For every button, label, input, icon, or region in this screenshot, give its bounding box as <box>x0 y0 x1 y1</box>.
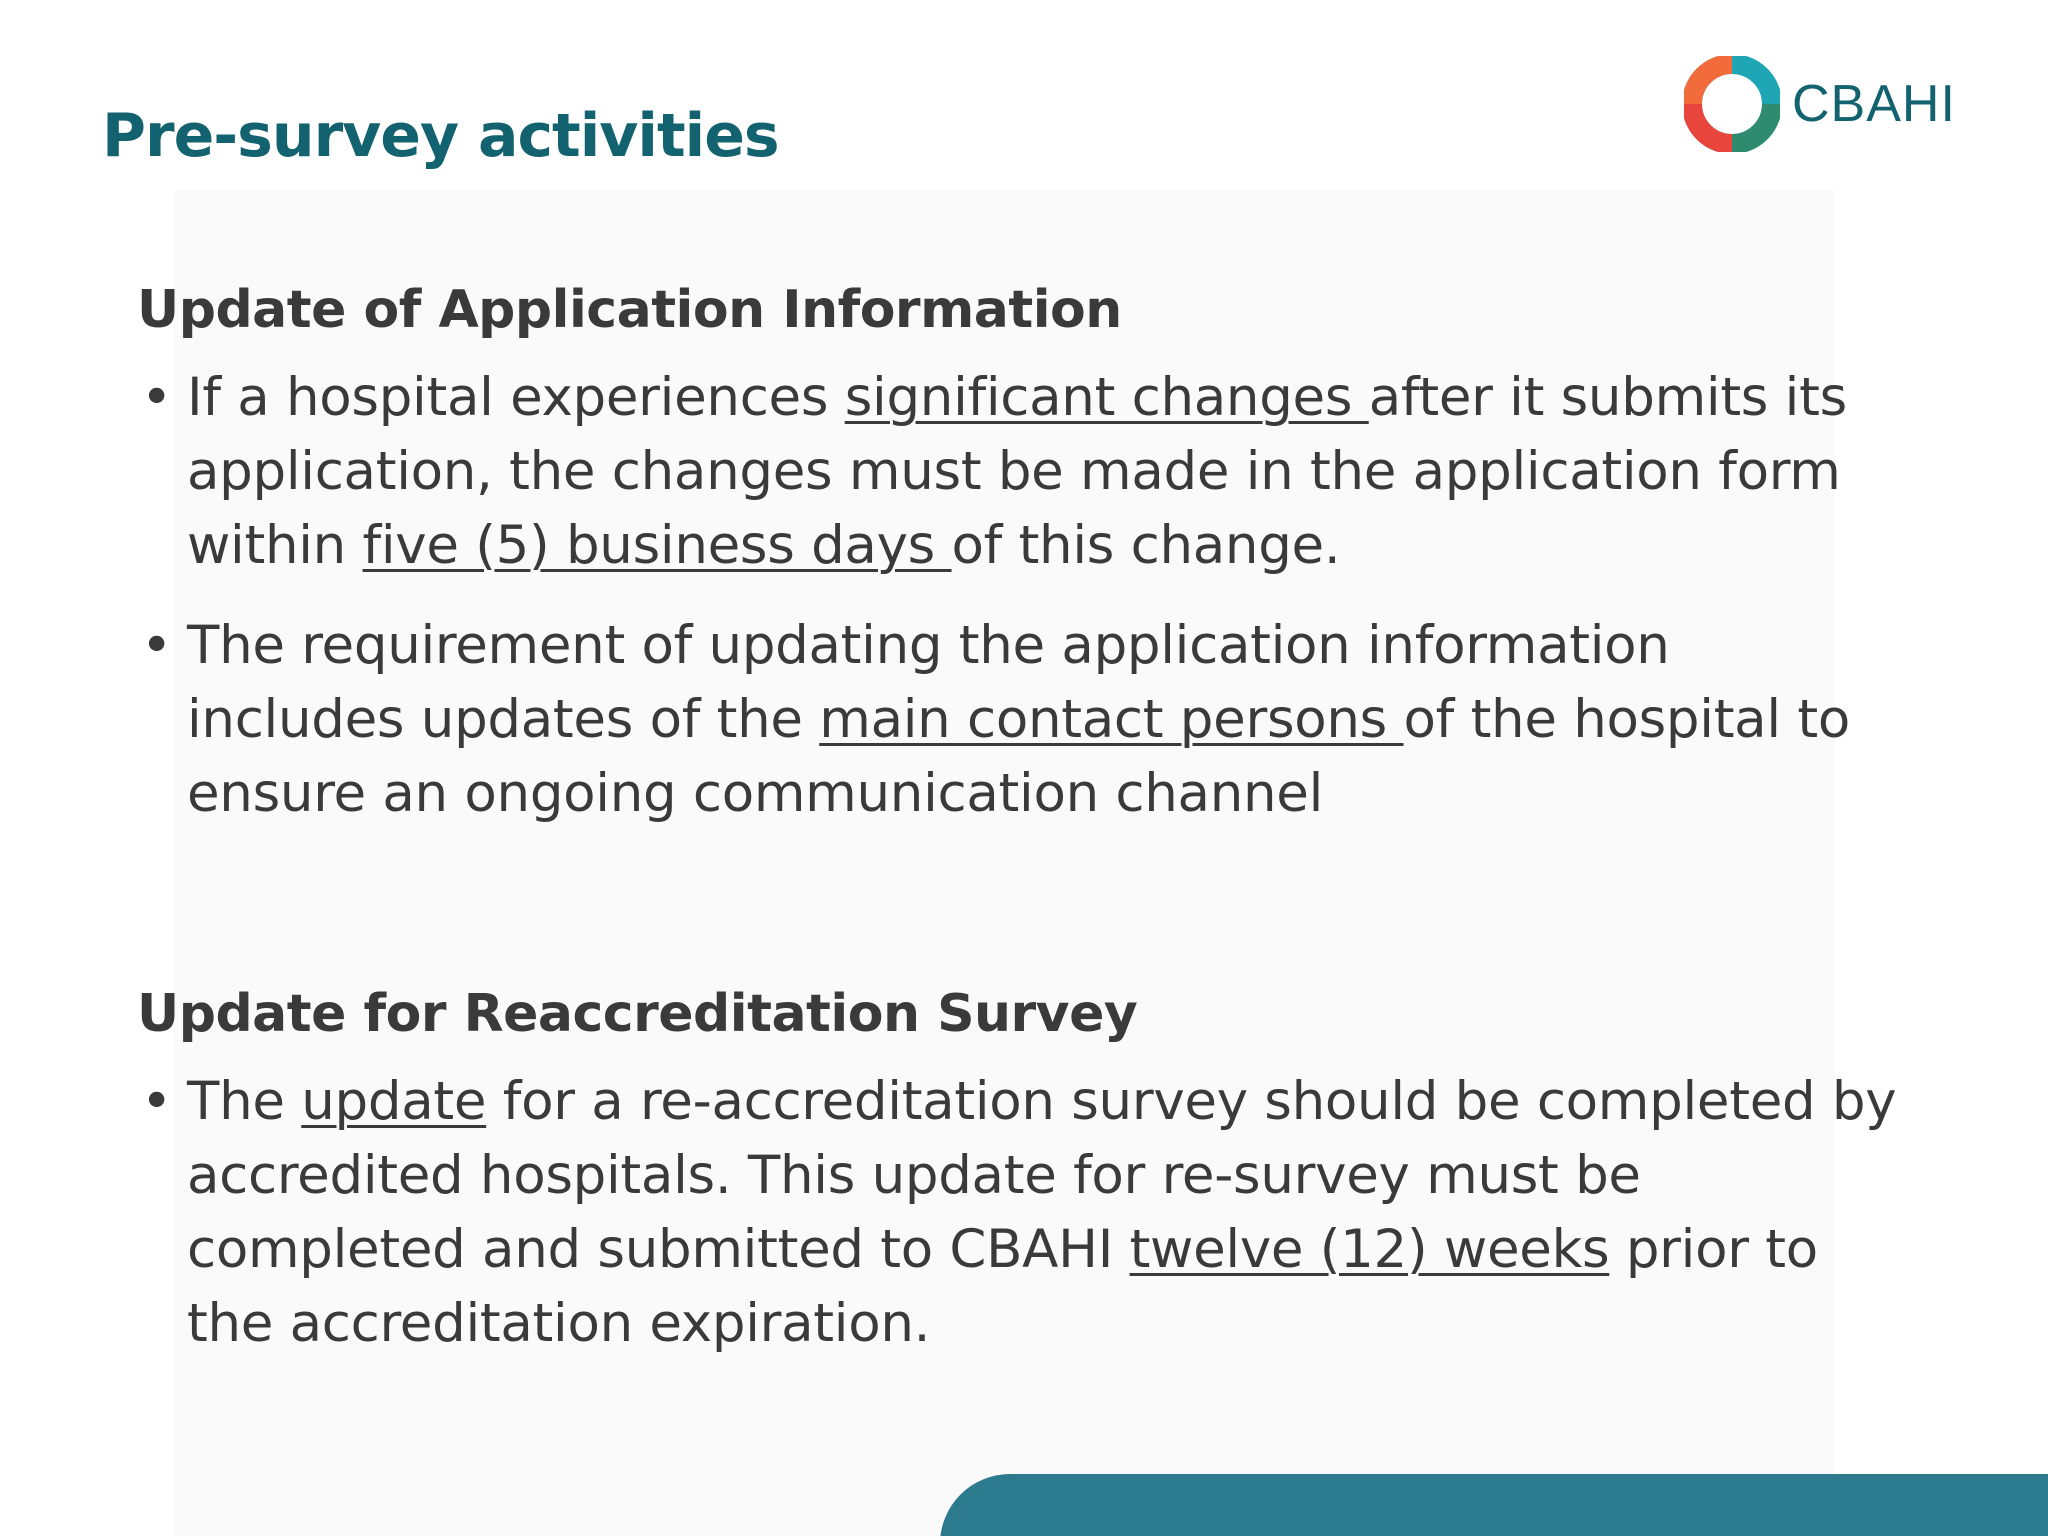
section-application-update <box>137 278 1897 831</box>
bullet-dot: • <box>141 367 172 428</box>
bullet-text-run: The <box>187 1071 302 1132</box>
underlined-text: twelve (12) weeks <box>1129 1219 1610 1280</box>
section-reaccreditation-update <box>137 982 1897 1361</box>
underlined-text: update <box>301 1071 487 1132</box>
cbahi-logo <box>1684 56 1956 152</box>
underlined-text: five (5) business days <box>362 515 952 576</box>
bullet-dot: • <box>141 1071 172 1132</box>
footer-band <box>940 1474 2048 1536</box>
bullet-text-run: for a re-accreditation survey should be completed by accredited hospitals. This update for re-survey must be completed and submitted to CBAHI <box>187 1071 1897 1280</box>
bullet-text <box>187 615 1850 824</box>
bullet-text-run: of the hospital to ensure an ongoing communication channel <box>187 689 1850 824</box>
cbahi-logo-icon <box>1684 56 1780 152</box>
bullet-text-run: after it submits its application, the changes must be made in the application form within <box>187 367 1847 576</box>
underlined-text: main contact persons <box>819 689 1404 750</box>
bullet-text-run: If a hospital experiences <box>187 367 845 428</box>
bullet-text <box>187 367 1847 576</box>
section-heading: Update for Reaccreditation Survey <box>137 984 1138 1044</box>
bullet-item <box>137 361 1897 583</box>
bullet-text-run: of this change. <box>951 515 1341 576</box>
bullet-item <box>137 1065 1897 1361</box>
bullet-text <box>187 1071 1896 1354</box>
section-heading: Update of Application Information <box>137 280 1122 340</box>
logo-text: CBAHI <box>1792 75 1956 133</box>
underlined-text: significant changes <box>844 367 1369 428</box>
bullet-list <box>137 361 1897 831</box>
slide-title: Pre-survey activities <box>102 101 779 171</box>
bullet-text-run: prior to the accreditation expiration. <box>187 1219 1818 1354</box>
bullet-dot: • <box>141 615 172 676</box>
bullet-list <box>137 1065 1897 1361</box>
logo-center <box>1710 82 1754 126</box>
bullet-text-run: The requirement of updating the application information includes updates of the <box>187 615 1670 750</box>
bullet-item <box>137 609 1897 831</box>
